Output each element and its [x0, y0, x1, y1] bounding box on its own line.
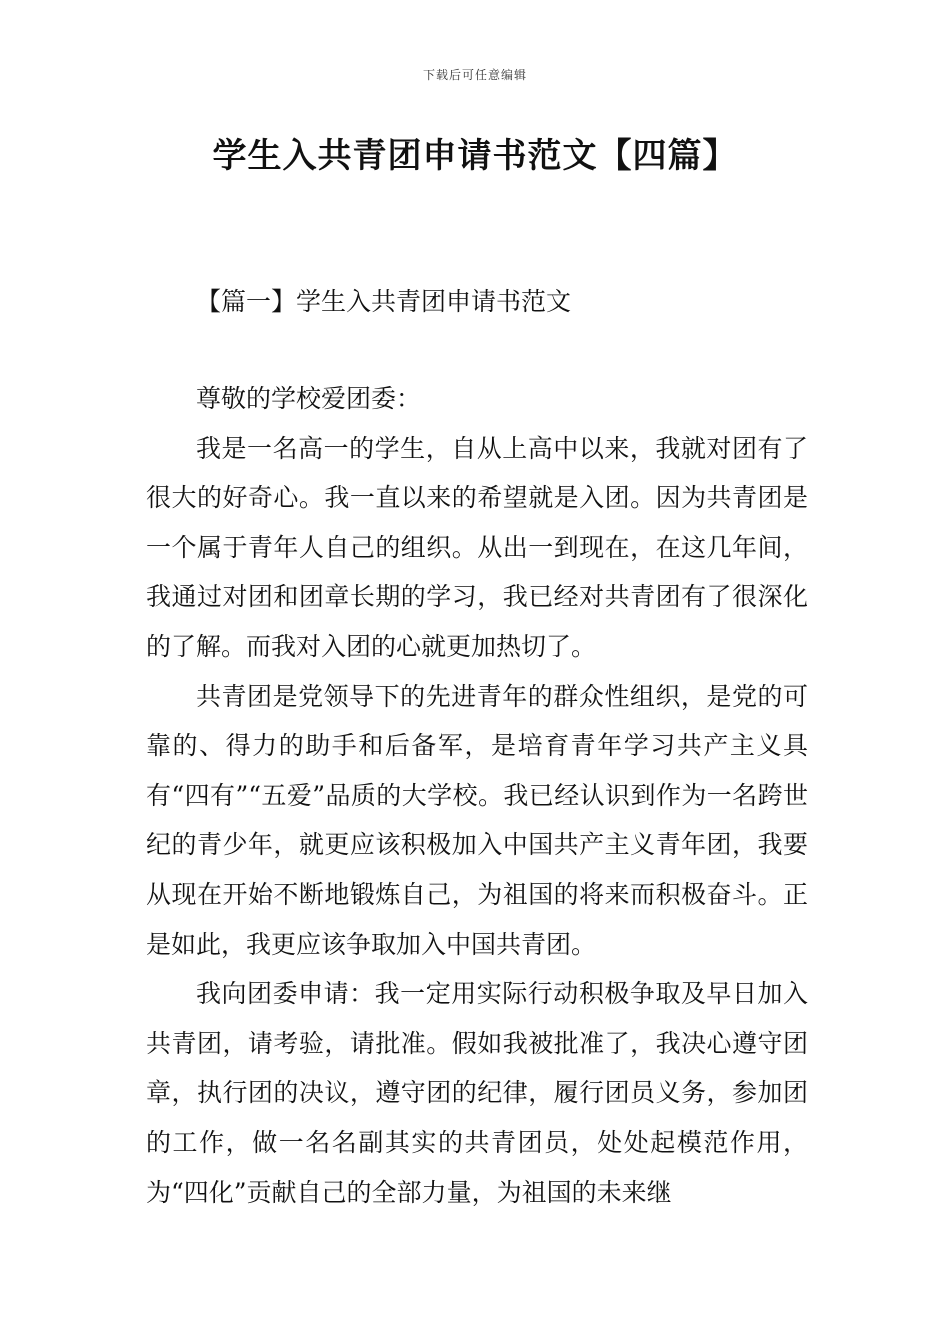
document-title: 学生入共青团申请书范文【四篇】 [212, 136, 738, 176]
body-paragraph-1: 我是一名高一的学生，自从上高中以来，我就对团有了很大的好奇心。我一直以来的希望就是入团。因为共青团是一个属于青年人自己的组织。从出一到现在，在这几年间，我通过对团和团章长期的学习，我已经对共青团有了很深化的了解。而我对入团的心就更加热切了。 [146, 433, 808, 661]
salutation: 尊敬的学校爱团委： [196, 384, 422, 413]
section-heading: 【篇一】学生入共青团申请书范文 [196, 287, 572, 316]
document-body [146, 374, 808, 1217]
body-paragraph-2: 共青团是党领导下的先进青年的群众性组织，是党的可靠的、得力的助手和后备军，是培育青年学习共产主义具有“四有”“五爱”品质的大学校。我已经认识到作为一名跨世纪的青少年，就更应该积极加入中国共产主义青年团，我要从现在开始不断地锻炼自己，为祖国的将来而积极奋斗。正是如此，我更应该争取加入中国共青团。 [146, 681, 808, 959]
body-paragraph-3: 我向团委申请：我一定用实际行动积极争取及早日加入共青团，请考验，请批准。假如我被批准了，我决心遵守团章，执行团的决议，遵守团的纪律，履行团员义务，参加团的工作，做一名名副其实的共青团员，处处起模范作用，为“四化”贡献自己的全部力量，为祖国的未来继 [146, 979, 808, 1207]
header-note: 下载后可任意编辑 [422, 68, 527, 82]
